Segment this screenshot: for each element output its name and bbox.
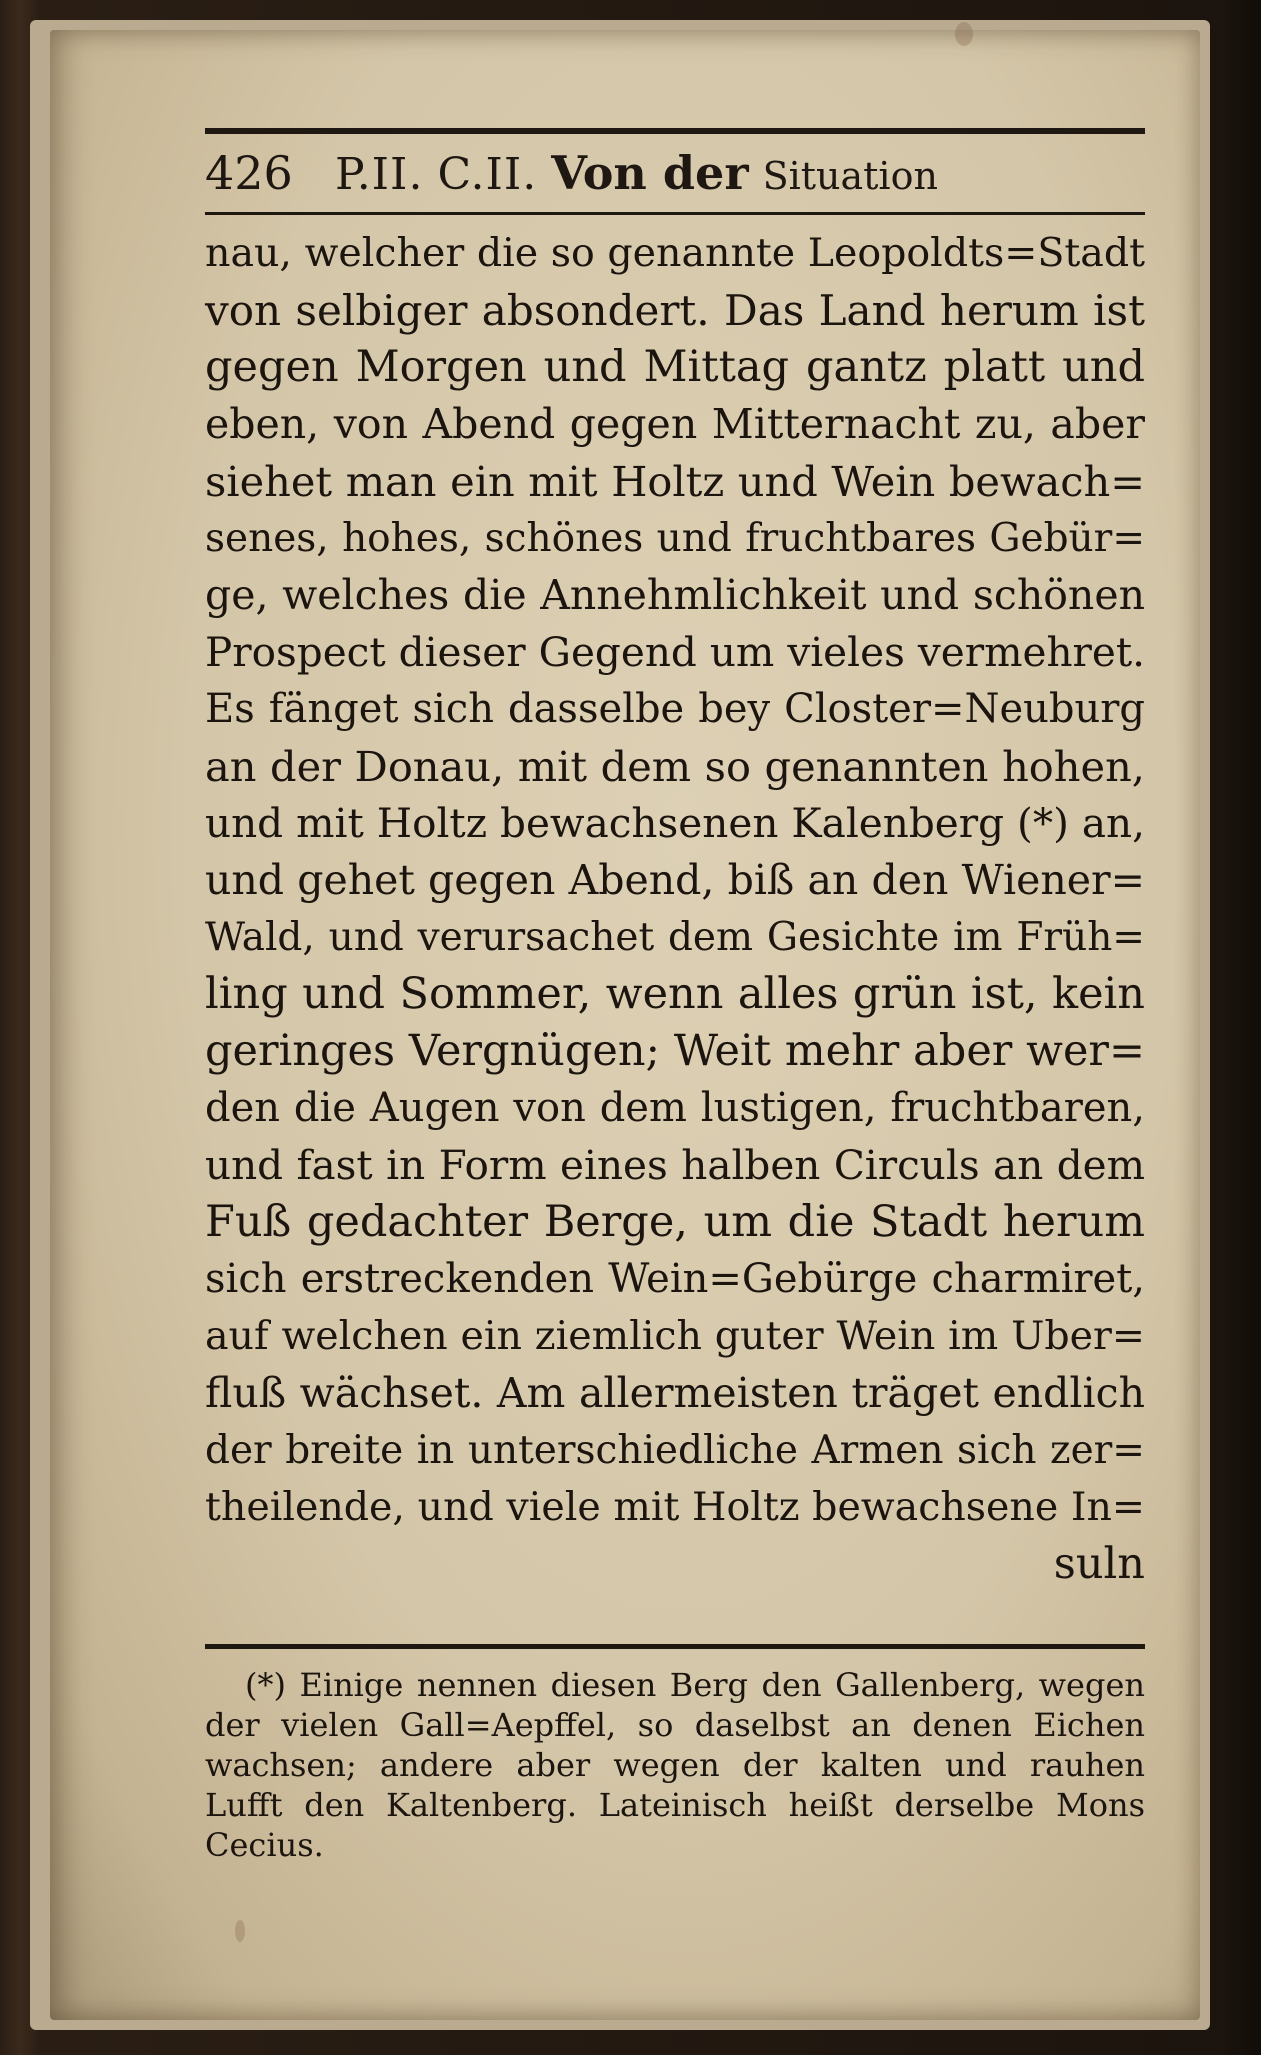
footnote-line: (*) Einige nennen diesen Berg den Gallenberg, wegen [245, 1666, 1145, 1704]
page-number: 426 [205, 146, 293, 200]
footnote-line: wachsen; andere aber wegen der kalten und rauhen [205, 1746, 1145, 1784]
text-line: senes, hohes, schönes und fruchtbares Gebür= [205, 516, 1145, 561]
text-line: den die Augen von dem lustigen, fruchtbaren, [205, 1085, 1145, 1131]
text-line: auf welchen ein ziemlich guter Wein im Uber= [205, 1313, 1145, 1359]
part-label: P.II. [335, 149, 424, 200]
text-line: sich erstreckenden Wein=Gebürge charmiret, [205, 1256, 1145, 1302]
catchword: suln [1053, 1539, 1145, 1589]
text-line: ge, welches die Annehmlichkeit und schönen [205, 571, 1145, 619]
text-line: Prospect dieser Gegend um vieles vermehret. [205, 628, 1145, 676]
text-line: Wald, und verursachet dem Gesichte im Früh= [205, 915, 1145, 960]
footnote-line: Cecius. [205, 1826, 324, 1864]
text-line: ling und Sommer, wenn alles grün ist, kein [205, 969, 1145, 1019]
text-line: gegen Morgen und Mittag gantz platt und [205, 342, 1145, 392]
ink-stain [235, 1920, 245, 1942]
header-top-rule [205, 128, 1145, 134]
text-line: siehet man ein mit Holtz und Wein bewach= [205, 457, 1145, 506]
running-header [205, 140, 1145, 210]
footnote-line: Lufft den Kaltenberg. Lateinisch heißt derselbe Mons [205, 1786, 1145, 1824]
ink-stain [955, 22, 973, 46]
chapter-label: C.II. [437, 149, 538, 200]
text-line: geringes Vergnügen; Weit mehr aber wer= [205, 1026, 1145, 1076]
text-line: Es fänget sich dasselbe bey Closter=Neuburg [205, 686, 1145, 732]
text-line: und gehet gegen Abend, biß an den Wiener= [205, 856, 1145, 904]
text-line: fluß wächset. Am allermeisten träget endlich [205, 1369, 1145, 1417]
text-line: und mit Holtz bewachsenen Kalenberg (*) an, [205, 799, 1145, 847]
text-line: eben, von Abend gegen Mitternacht zu, aber [205, 400, 1145, 448]
text-line: nau, welcher die so genannte Leopoldts=Stadt [205, 230, 1145, 276]
text-line: und fast in Form eines halben Circuls an dem [205, 1141, 1145, 1189]
text-line: an der Donau, mit dem so genannten hohen, [205, 742, 1145, 791]
running-head [335, 146, 938, 200]
footnote-line: der vielen Gall=Aepffel, so daselbst an denen Eichen [205, 1706, 1145, 1744]
footnote [205, 1665, 1145, 1865]
title-blackletter: Von der [551, 146, 749, 200]
text-line: Fuß gedachter Berge, um die Stadt herum [205, 1197, 1145, 1247]
text-line: der breite in unterschiedliche Armen sich zer= [205, 1428, 1145, 1473]
text-line: theilende, und viele mit Holtz bewachsene In= [205, 1484, 1145, 1530]
text-line: von selbiger absondert. Das Land herum ist [205, 286, 1145, 335]
footnote-rule [205, 1644, 1145, 1649]
title-roman: Situation [762, 154, 938, 198]
header-bottom-rule [205, 212, 1145, 215]
main-text [205, 225, 1145, 1593]
